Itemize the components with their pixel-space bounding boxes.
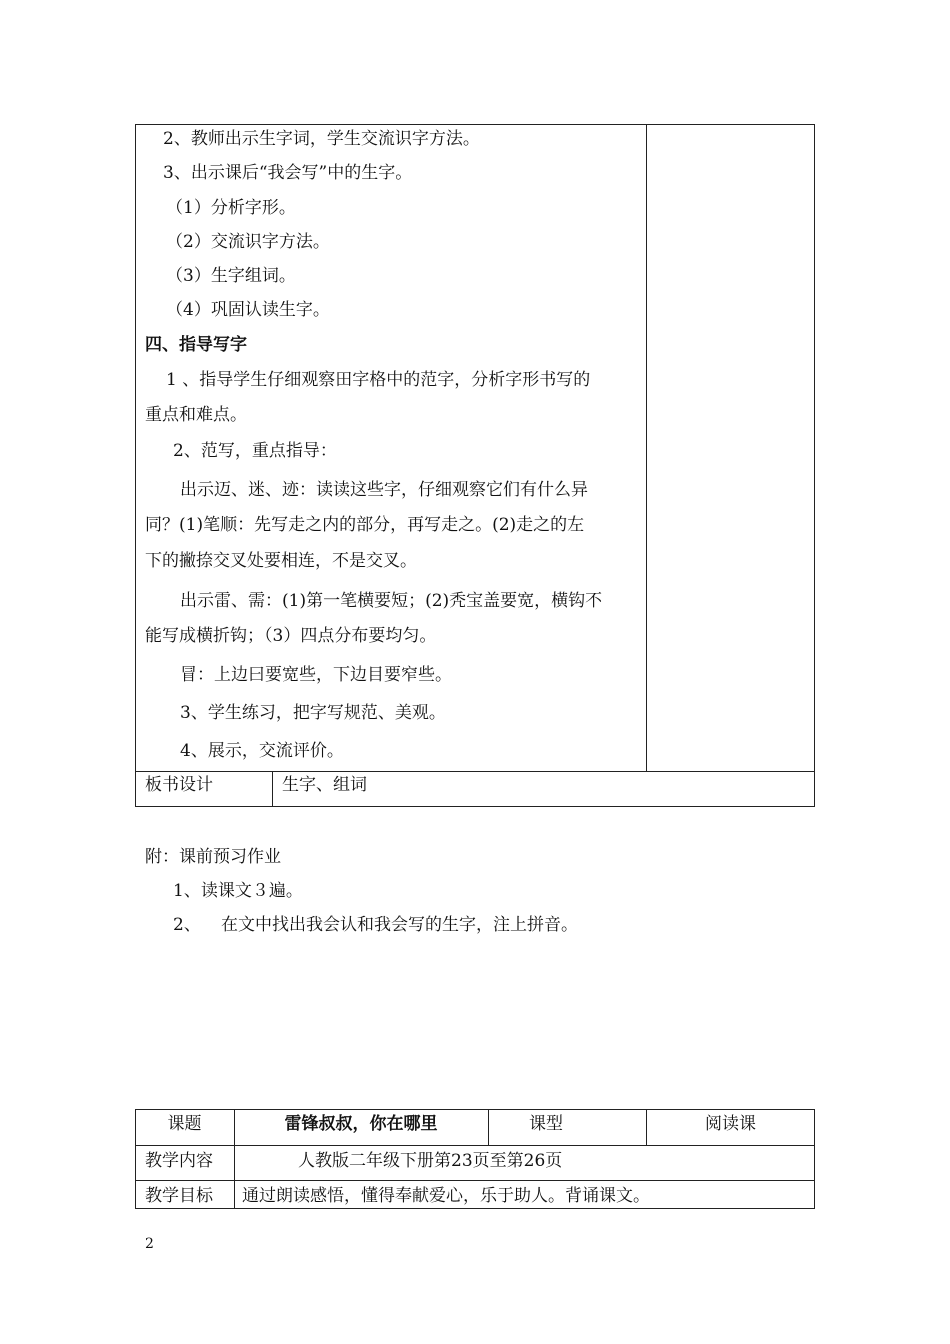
text-line: 冒：上边曰要宽些，下边目要窄些。 (180, 665, 452, 685)
text-line: （4）巩固认读生字。 (166, 300, 330, 320)
text-line: 3、学生练习，把字写规范、美观。 (180, 703, 446, 723)
section-heading: 四、指导写字 (145, 335, 247, 355)
text-line: （1）分析字形。 (166, 198, 296, 218)
table-divider (135, 771, 815, 772)
content-value: 人教版二年级下册第23页至第26页 (298, 1151, 563, 1171)
text-line: 重点和难点。 (145, 405, 247, 425)
text-line: （3）生字组词。 (166, 266, 296, 286)
table-divider (646, 124, 647, 771)
board-design-label: 板书设计 (145, 775, 213, 795)
table-divider (135, 1145, 815, 1146)
text-line: 下的撇捺交叉处要相连，不是交叉。 (145, 551, 417, 571)
content-label: 教学内容 (145, 1151, 213, 1171)
text-line: 出示迈、迷、迹：读读这些字，仔细观察它们有什么异 (180, 480, 588, 500)
appendix-title: 附：课前预习作业 (145, 847, 281, 867)
text-line: 出示雷、需：(1)第一笔横要短；(2)秃宝盖要宽，横钩不 (180, 591, 603, 611)
appendix-item-number: 2、 (173, 915, 201, 935)
board-design-value: 生字、组词 (282, 775, 367, 795)
appendix-item: 1、读课文３遍。 (173, 881, 303, 901)
appendix-item: 在文中找出我会认和我会写的生字，注上拼音。 (221, 915, 578, 935)
text-line: （2）交流识字方法。 (166, 232, 330, 252)
text-line: 2、教师出示生字词，学生交流识字方法。 (163, 129, 480, 149)
text-line: 1 、指导学生仔细观察田字格中的范字，分析字形书写的 (166, 370, 591, 390)
text-line: 能写成横折钩；（3）四点分布要均匀。 (145, 626, 437, 646)
text-line: 同？(1)笔顺：先写走之内的部分，再写走之。(2)走之的左 (145, 515, 585, 535)
topic-value: 雷锋叔叔，你在哪里 (284, 1114, 438, 1134)
goal-label: 教学目标 (145, 1186, 213, 1206)
topic-label: 课题 (167, 1114, 202, 1134)
type-value: 阅读课 (705, 1114, 756, 1134)
table-divider (272, 771, 273, 807)
table-divider (135, 1180, 815, 1181)
page-number: 2 (145, 1236, 154, 1252)
text-line: 4、展示，交流评价。 (180, 741, 344, 761)
goal-value: 通过朗读感悟，懂得奉献爱心，乐于助人。背诵课文。 (242, 1186, 650, 1206)
type-label: 课型 (529, 1114, 563, 1134)
text-line: 3、出示课后“我会写”中的生字。 (163, 163, 413, 183)
text-line: 2、范写，重点指导： (173, 441, 337, 461)
